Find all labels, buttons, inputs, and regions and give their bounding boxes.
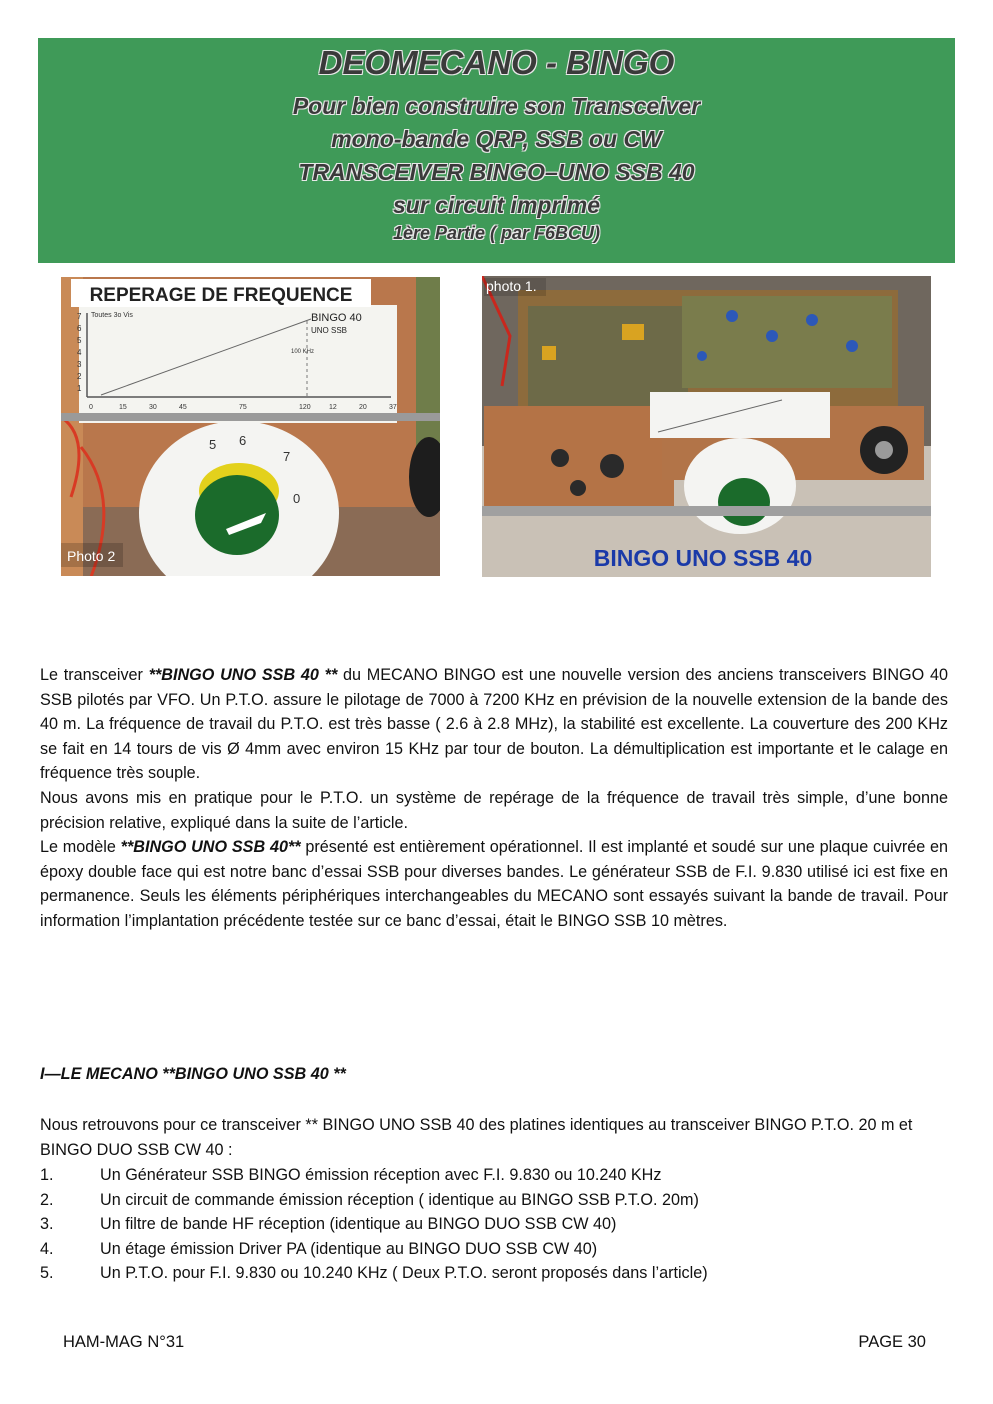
- photo-frequency-marking-image: [61, 277, 440, 576]
- photo-y-tick: 3: [77, 360, 82, 369]
- photo-dial-mark: 6: [239, 433, 247, 448]
- footer-magazine: HAM-MAG N°31: [63, 1333, 185, 1351]
- list-item-text: Un Générateur SSB BINGO émission réception avec F.I. 9.830 ou 10.240 KHz: [100, 1166, 662, 1184]
- photo-scale-note: Toutes 3o Vis: [91, 312, 133, 319]
- list-item-number: 5.: [40, 1264, 54, 1283]
- photo-dial-mark: 7: [283, 449, 291, 464]
- subtitle-line-2: mono-bande QRP, SSB ou CW: [331, 126, 662, 152]
- subtitle-line-3: TRANSCEIVER BINGO–UNO SSB 40: [298, 159, 695, 185]
- section-heading: I—LE MECANO **BINGO UNO SSB 40 **: [40, 1065, 346, 1083]
- photo-label: BINGO UNO SSB 40: [593, 545, 813, 571]
- photo-dial-mark: 5: [209, 437, 217, 452]
- photo-x-tick: 12: [329, 404, 337, 411]
- photo-y-tick: 4: [77, 348, 82, 357]
- paragraph-text: présenté est entièrement opérationnel. Il est implanté et soudé sur une plaque cuivrée en époxy double face qui est notre banc d’essai SSB pour diverses bandes. Le générateur SSB de F.I. 9.830 utilisé ici est fixe en permanence. Seuls les éléments périphériques interchangeables du MECANO sont essayés suivant la bande de travail. Pour information l’implantation précédente testée sur ce banc d’essai, était le BINGO SSB 10 mètres.: [40, 838, 949, 930]
- subtitle: [38, 90, 955, 222]
- part-label: 1ère Partie ( par F6BCU): [392, 223, 601, 243]
- list-item-text: Un P.T.O. pour F.I. 9.830 ou 10.240 KHz ( Deux P.T.O. seront proposés dans l’article): [100, 1264, 708, 1283]
- photo-x-tick: 75: [239, 404, 247, 411]
- photo-card-label-3: 100 KHz: [291, 349, 315, 355]
- photo-x-tick: 37: [389, 404, 397, 411]
- photo-y-ticks: [77, 312, 82, 393]
- list-item: [40, 1237, 950, 1262]
- photo-y-tick: 7: [77, 312, 82, 321]
- photo-y-tick: 6: [77, 324, 82, 333]
- list-item: [40, 1261, 950, 1286]
- header-banner: [38, 38, 955, 263]
- paragraph-text: du MECANO BINGO est une nouvelle version des anciens transceivers BINGO 40 SSB pilotés par VFO. Un P.T.O. assure le pilotage de 7000 à 7200 KHz en prévision de la nouvelle extension de la bande des 40 m. La fréquence de travail du P.T.O. est très basse ( 2.6 à 2.8 MHz), la stabilité est excellente. La couverture des 200 KHz se fait en 14 tours de vis Ø 4mm avec environ 15 KHz par tour de bouton. La démultiplication est importante et le calage en fréquence très souple.: [40, 666, 948, 783]
- list-item: [40, 1163, 950, 1188]
- paragraph-model: [40, 835, 948, 933]
- platines-list: [40, 1163, 950, 1286]
- photo-y-tick: 2: [77, 372, 82, 381]
- list-item: [40, 1212, 950, 1237]
- paragraph-frequency-marking: Nous avons mis en pratique pour le P.T.O. un système de repérage de la fréquence de travail très simple, d’une bonne précision relative, expliqué dans la suite de l’article.: [40, 788, 948, 832]
- paragraph-text: Le transceiver: [40, 666, 149, 684]
- page-title: DEOMECANO - BINGO: [318, 44, 675, 81]
- photo-x-tick: 15: [119, 404, 127, 411]
- photo-frequency-marking: [61, 277, 440, 576]
- photo-heading: REPERAGE DE FREQUENCE: [89, 285, 353, 306]
- photo-x-tick: 0: [89, 404, 93, 411]
- photo-caption-2: Photo 2: [67, 548, 116, 564]
- photo-dial-mark: 0: [293, 491, 301, 506]
- photo-x-tick: 45: [179, 404, 187, 411]
- article-body: [40, 663, 948, 934]
- photo-transceiver-image: [482, 276, 931, 577]
- paragraph-text: Le modèle: [40, 838, 121, 857]
- section-intro: Nous retrouvons pour ce transceiver ** BINGO UNO SSB 40 des platines identiques au transceiver BINGO P.T.O. 20 m et BINGO DUO SSB CW 40 :: [40, 1116, 913, 1159]
- photo-y-tick: 5: [77, 336, 82, 345]
- photo-x-tick: 120: [299, 404, 311, 411]
- footer-page-number: PAGE 30: [858, 1333, 926, 1351]
- photo-transceiver: [482, 276, 931, 577]
- photo-card-label-1: BINGO 40: [311, 312, 362, 324]
- list-item-text: Un étage émission Driver PA (identique au BINGO DUO SSB CW 40): [100, 1239, 598, 1258]
- photo-caption-1: photo 1.: [486, 278, 537, 294]
- subtitle-line-4: sur circuit imprimé: [392, 192, 601, 218]
- photo-x-tick: 20: [359, 404, 367, 411]
- list-item-text: Un filtre de bande HF réception (identique au BINGO DUO SSB CW 40): [100, 1215, 617, 1234]
- list-item-number: 4.: [40, 1239, 54, 1258]
- list-item-number: 2.: [40, 1190, 54, 1209]
- photo-x-tick: 30: [149, 404, 157, 411]
- model-name-emphasis: **BINGO UNO SSB 40 **: [148, 666, 344, 684]
- list-item-number: 3.: [40, 1215, 54, 1234]
- photo-card-label-2: UNO SSB: [311, 326, 348, 335]
- subtitle-line-1: Pour bien construire son Transceiver: [292, 93, 701, 119]
- photo-y-tick: 1: [77, 384, 82, 393]
- list-item: [40, 1188, 950, 1213]
- model-name-emphasis: **BINGO UNO SSB 40**: [120, 838, 301, 857]
- list-item-text: Un circuit de commande émission réception ( identique au BINGO SSB P.T.O. 20m): [100, 1190, 699, 1209]
- list-item-number: 1.: [40, 1166, 54, 1184]
- paragraph-intro: [40, 663, 948, 786]
